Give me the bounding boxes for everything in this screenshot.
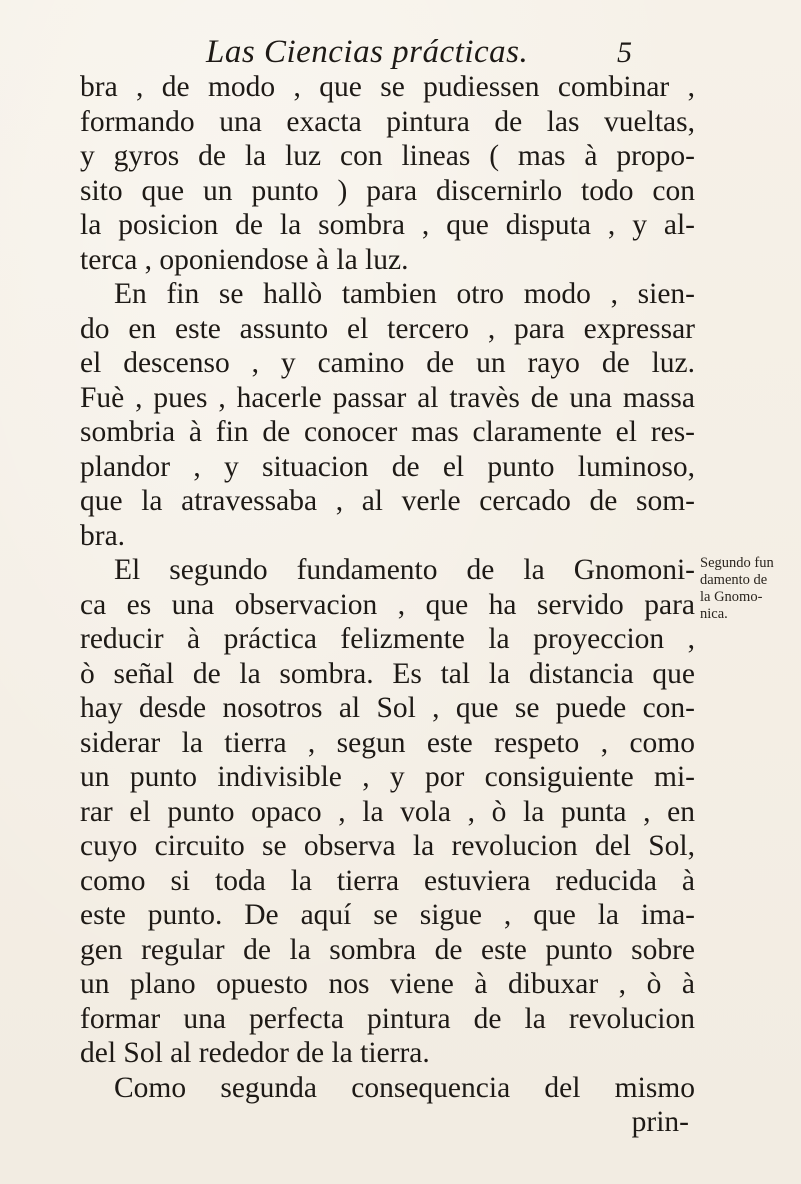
body-line: bra. — [80, 519, 126, 552]
body-line: cuyo circuito se observa la revolucion del Sol, — [80, 830, 695, 862]
margin-note-line: Segundo fun — [700, 555, 774, 571]
body-line: formar una perfecta pintura de la revolucion — [80, 1002, 695, 1035]
body-line: formando una exacta pintura de las vueltas, — [80, 105, 695, 138]
paragraph-start-line: Como segunda consequencia del mismo — [114, 1071, 695, 1104]
margin-note-line: nica. — [700, 606, 728, 622]
margin-note-line: damento de — [700, 572, 768, 588]
body-line: y gyros de la luz con lineas ( mas à propo- — [80, 140, 695, 172]
body-line: ò señal de la sombra. Es tal la distancia que — [80, 657, 695, 690]
body-line: el descenso , y camino de un rayo de luz. — [80, 347, 695, 379]
body-line: reducir à práctica felizmente la proyeccion , — [80, 623, 695, 655]
body-line: que la atravessaba , al verle cercado de som- — [80, 485, 695, 517]
body-line: gen regular de la sombra de este punto sobre — [80, 933, 695, 966]
body-line: un punto indivisible , y por consiguiente mi- — [80, 761, 695, 793]
body-line: do en este assunto el tercero , para expressar — [80, 312, 695, 345]
paragraph-start-line: En fin se hallò tambien otro modo , sien- — [114, 278, 695, 310]
body-text — [80, 70, 695, 1140]
body-line: siderar la tierra , segun este respeto , como — [80, 726, 695, 759]
body-line: un plano opuesto nos viene à dibuxar , ò à — [80, 968, 695, 1000]
body-line: sombria à fin de conocer mas claramente el res- — [80, 416, 695, 448]
page-signature-mark: 5 — [617, 36, 632, 69]
catchword: prin- — [631, 1106, 689, 1138]
body-line: rar el punto opaco , la vola , ò la punta , en — [80, 795, 695, 828]
body-line: como si toda la tierra estuviera reducida à — [80, 864, 695, 897]
body-line: bra , de modo , que se pudiessen combinar , — [80, 71, 695, 103]
body-line: plandor , y situacion de el punto luminoso, — [80, 450, 695, 483]
body-line: este punto. De aquí se sigue , que la ima- — [80, 899, 695, 931]
margin-note — [700, 555, 796, 623]
body-line: terca , oponiendose à la luz. — [80, 243, 409, 276]
margin-note-line: la Gnomo- — [700, 589, 763, 605]
running-head: Las Ciencias prácticas. — [206, 34, 529, 70]
body-line: hay desde nosotros al Sol , que se puede con- — [80, 692, 695, 724]
body-line: ca es una observacion , que ha servido para — [80, 588, 695, 621]
body-line: del Sol al rededor de la tierra. — [80, 1037, 430, 1069]
body-line: la posicion de la sombra , que disputa , y al- — [80, 209, 695, 241]
paragraph-start-line: El segundo fundamento de la Gnomoni- — [114, 554, 695, 586]
body-line: sito que un punto ) para discernirlo todo con — [80, 174, 695, 207]
body-line: Fuè , pues , hacerle passar al travès de una massa — [80, 381, 695, 414]
page-header — [150, 34, 710, 74]
